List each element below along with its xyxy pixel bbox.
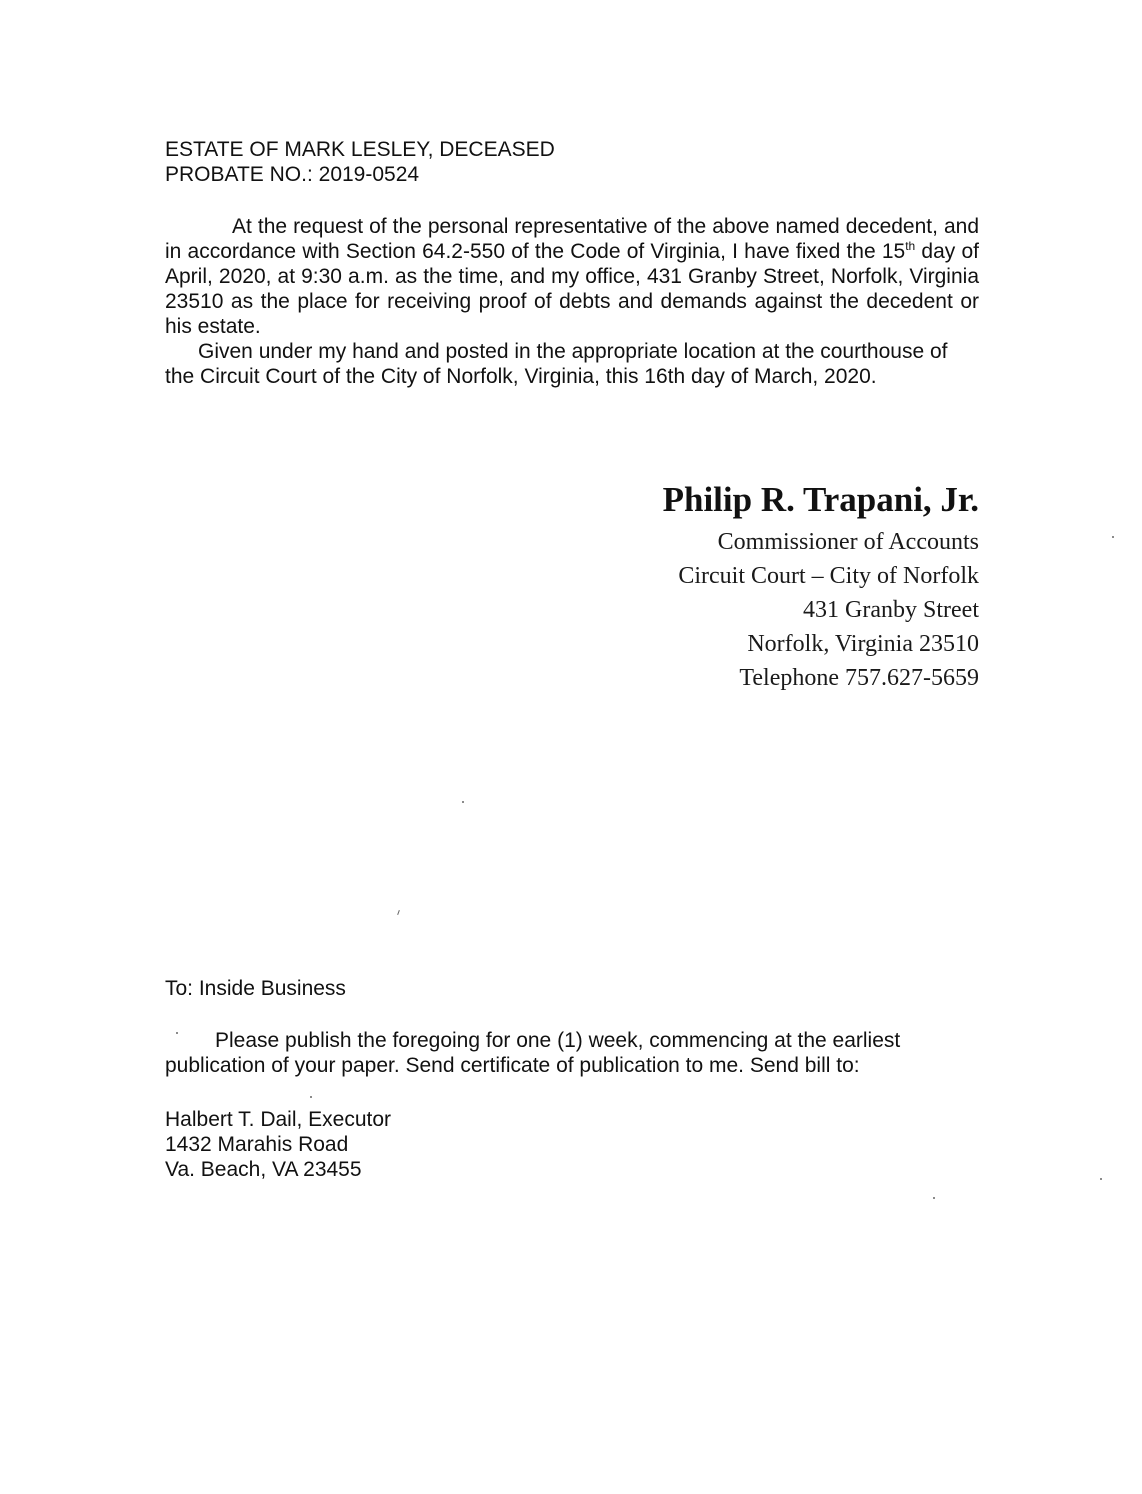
notice-paragraph-1	[165, 214, 979, 339]
instructions-text: Please publish the foregoing for one (1) week, commencing at the earliest publication of your paper. Send certificate of publication to me. Send bill to:	[165, 1029, 901, 1077]
signer-city: Norfolk, Virginia 23510	[747, 631, 979, 657]
notice-text-part-2: day of April, 2020, at 9:30 a.m. as the time, and my office, 431 Granby Street, Norfolk, Virginia 23510 as the place for receiving proof of debts and demands against the decedent or his estate.	[165, 240, 979, 338]
billing-street: 1432 Marahis Road	[165, 1133, 349, 1156]
recipient-line: To: Inside Business	[165, 977, 346, 1000]
publication-instructions	[165, 1028, 965, 1078]
estate-header	[165, 137, 555, 187]
scan-speck	[397, 910, 400, 915]
scan-speck	[933, 1197, 935, 1199]
scan-speck	[1100, 1178, 1102, 1180]
scan-speck	[1112, 536, 1114, 538]
scan-speck	[176, 1032, 178, 1034]
signer-street: 431 Granby Street	[803, 597, 979, 623]
billing-name: Halbert T. Dail, Executor	[165, 1108, 392, 1131]
scan-speck	[462, 801, 464, 803]
billing-city: Va. Beach, VA 23455	[165, 1158, 362, 1181]
estate-title: ESTATE OF MARK LESLEY, DECEASED	[165, 138, 555, 161]
signature-block	[663, 478, 979, 695]
signer-court: Circuit Court – City of Norfolk	[678, 563, 979, 589]
notice-body	[165, 214, 979, 389]
probate-number: PROBATE NO.: 2019-0524	[165, 163, 420, 186]
signer-name: Philip R. Trapani, Jr.	[662, 480, 979, 519]
signer-telephone: Telephone 757.627-5659	[739, 665, 979, 691]
scan-speck	[310, 1096, 312, 1098]
ordinal-suffix: th	[905, 239, 916, 253]
billing-address	[165, 1107, 391, 1182]
signer-title: Commissioner of Accounts	[717, 529, 979, 555]
notice-text-part-1: At the request of the personal representative of the above named decedent, and in accordance with Section 64.2-550 of the Code of Virginia, I have fixed the 15	[165, 215, 979, 263]
notice-paragraph-2: Given under my hand and posted in the appropriate location at the courthouse of the Circuit Court of the City of Norfolk, Virginia, this 16th day of March, 2020.	[165, 340, 948, 388]
